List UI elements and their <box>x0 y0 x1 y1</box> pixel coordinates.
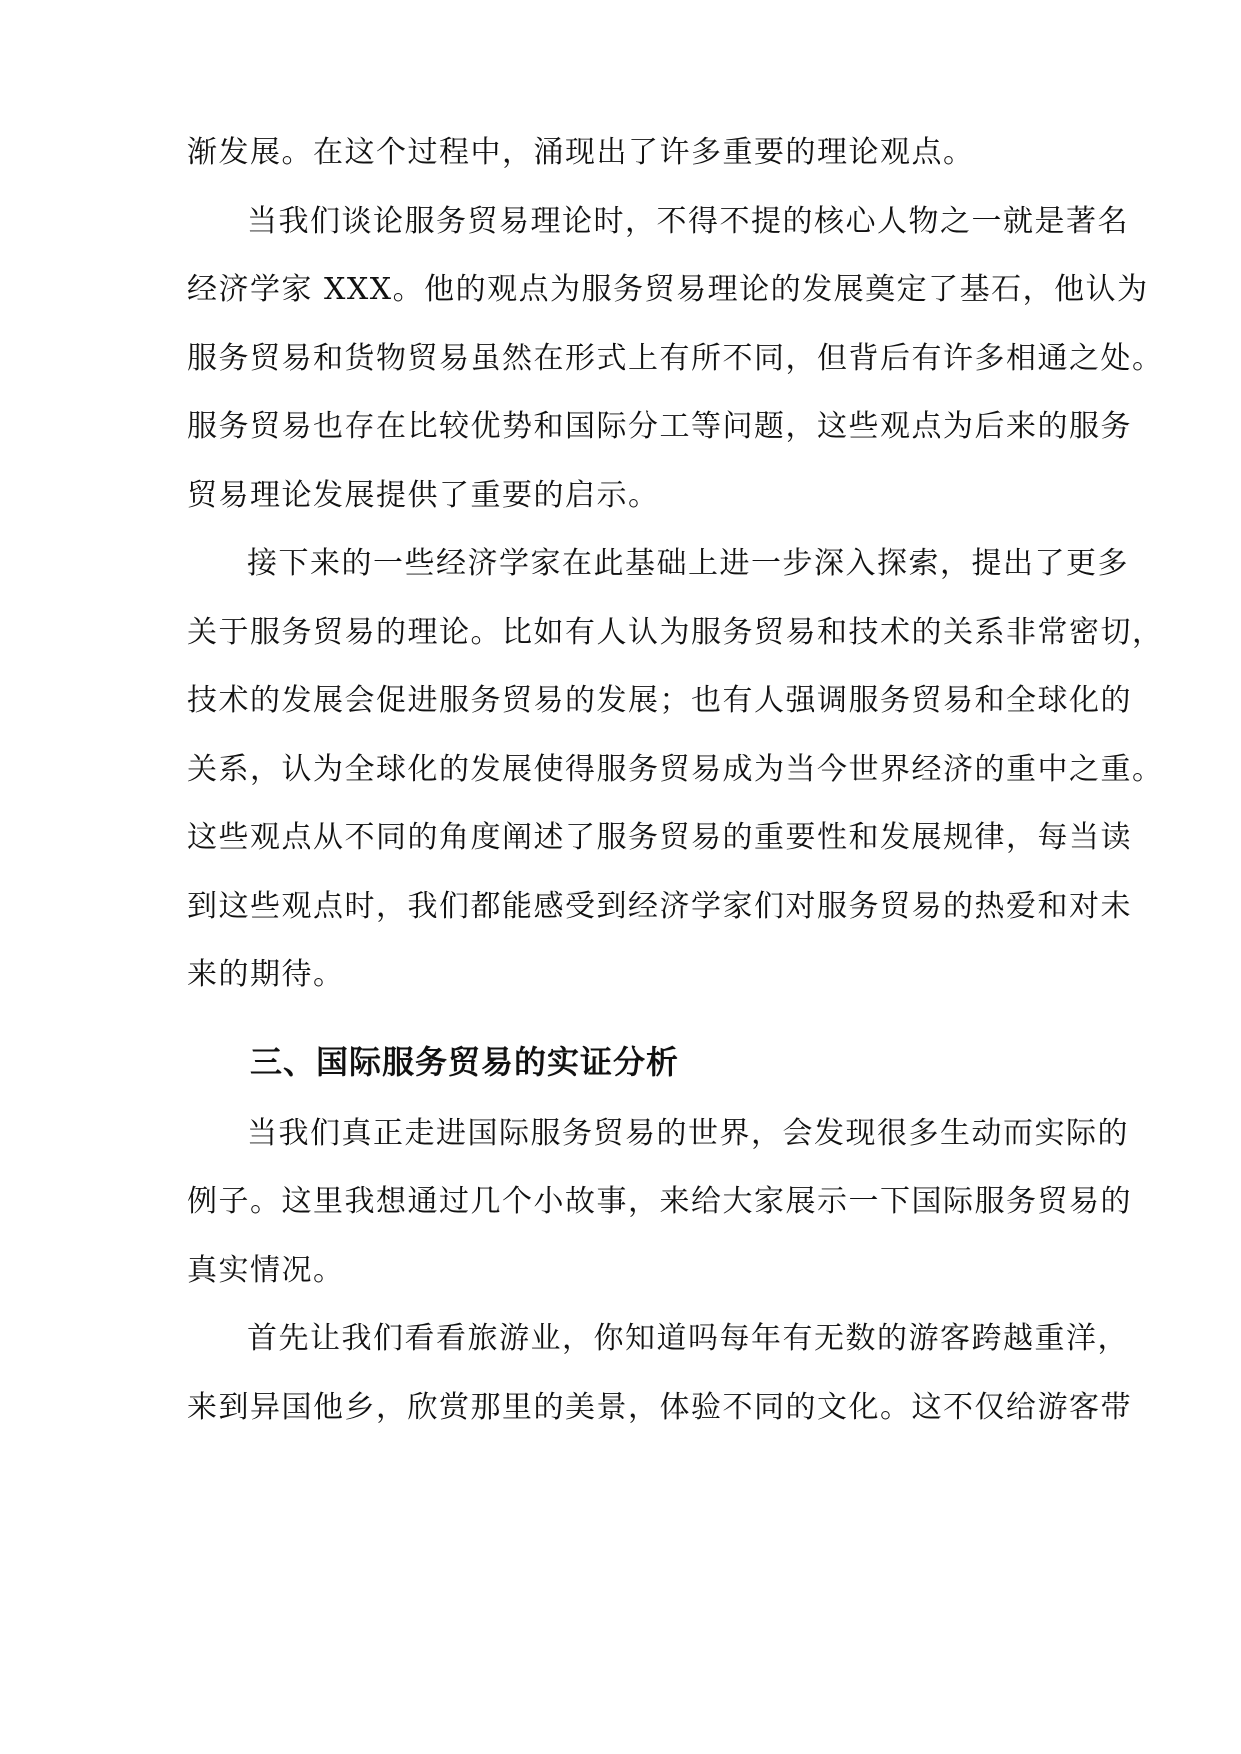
text-line: 来的期待。 <box>187 957 345 992</box>
text-line: 服务贸易和货物贸易虽然在形式上有所不同，但背后有许多相通之处。 <box>187 341 1164 376</box>
text-line: 技术的发展会促进服务贸易的发展；也有人强调服务贸易和全球化的 <box>187 683 1132 718</box>
text-line: 当我们真正走进国际服务贸易的世界，会发现很多生动而实际的 <box>247 1116 1129 1151</box>
text-line: 这些观点从不同的角度阐述了服务贸易的重要性和发展规律，每当读 <box>187 820 1132 855</box>
section-heading: 三、国际服务贸易的实证分析 <box>250 1043 680 1081</box>
text-line: 首先让我们看看旅游业，你知道吗每年有无数的游客跨越重洋， <box>247 1321 1129 1356</box>
text-line: 到这些观点时，我们都能感受到经济学家们对服务贸易的热爱和对未 <box>187 889 1132 924</box>
text-line: 服务贸易也存在比较优势和国际分工等问题，这些观点为后来的服务 <box>187 409 1132 444</box>
text-line: 渐发展。在这个过程中，涌现出了许多重要的理论观点。 <box>187 135 975 170</box>
text-line: 真实情况。 <box>187 1253 345 1288</box>
text-line: 当我们谈论服务贸易理论时，不得不提的核心人物之一就是著名 <box>247 204 1129 239</box>
text-line: 接下来的一些经济学家在此基础上进一步深入探索，提出了更多 <box>247 546 1129 581</box>
text-line: 来到异国他乡，欣赏那里的美景，体验不同的文化。这不仅给游客带 <box>187 1390 1132 1425</box>
text-line: 关系，认为全球化的发展使得服务贸易成为当今世界经济的重中之重。 <box>187 752 1164 787</box>
text-line: 经济学家 XXX。他的观点为服务贸易理论的发展奠定了基石，他认为 <box>187 272 1149 307</box>
text-line: 关于服务贸易的理论。比如有人认为服务贸易和技术的关系非常密切， <box>187 615 1164 650</box>
text-line: 贸易理论发展提供了重要的启示。 <box>187 478 660 513</box>
text-line: 例子。这里我想通过几个小故事，来给大家展示一下国际服务贸易的 <box>187 1184 1132 1219</box>
